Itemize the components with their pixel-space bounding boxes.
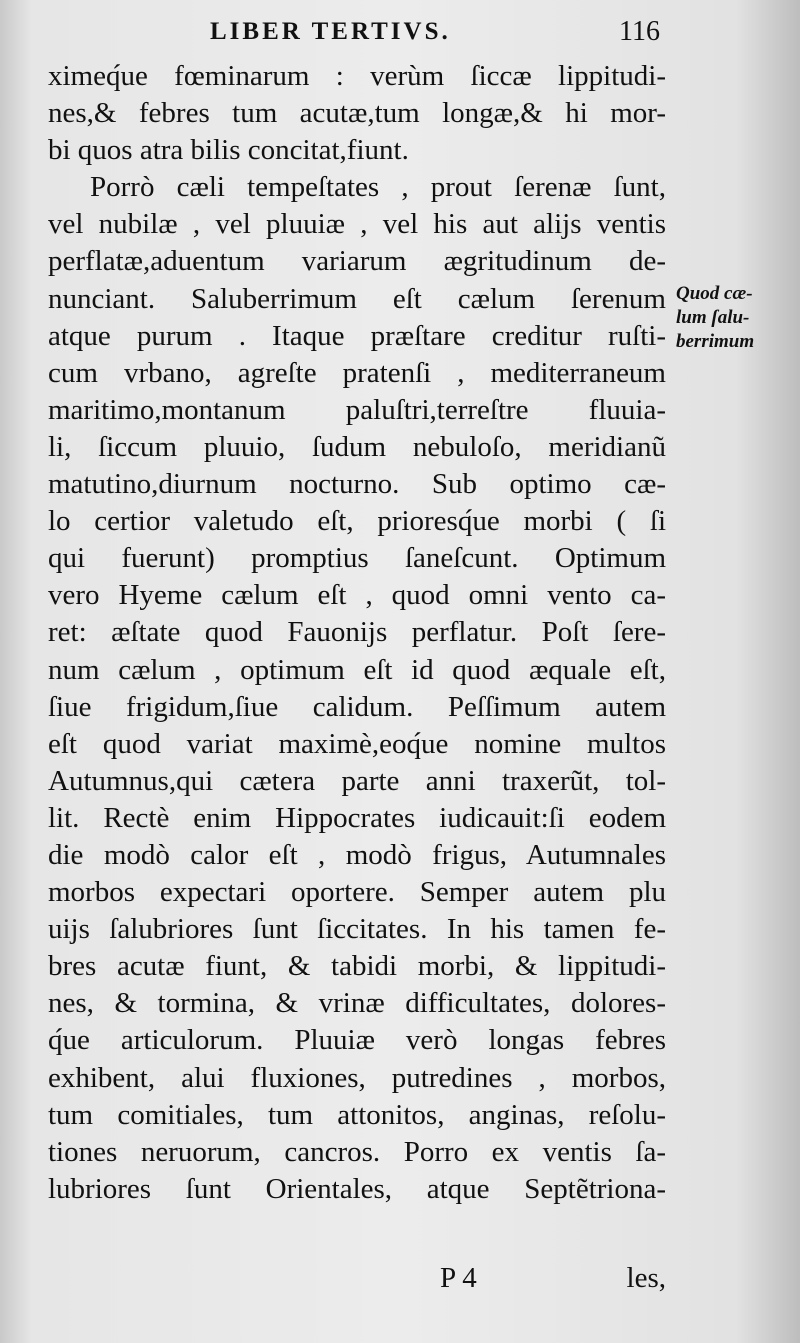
main-text-block [48, 58, 666, 1208]
text-line: lo certior valetudo eſt, prioresq́ue morbi ( ſi [48, 505, 666, 538]
catchword: les, [626, 1262, 666, 1294]
marginal-note-line: berrimum [676, 331, 755, 352]
text-line: cum vrbano, agreſte pratenſi , mediterraneum [48, 356, 666, 389]
text-line: nunciant. Saluberrimum eſt cælum ſerenum [48, 282, 666, 315]
text-line: vero Hyeme cælum eſt , quod omni vento ca- [48, 579, 666, 612]
page-footer [48, 1262, 666, 1302]
text-line: ſiue frigidum,ſiue calidum. Peſſimum autem [48, 690, 666, 723]
text-line: Autumnus,qui cætera parte anni traxerũt, tol- [48, 764, 666, 797]
running-head [210, 14, 660, 50]
text-line: morbos expectari oportere. Semper autem plu [48, 876, 666, 909]
text-line: li, ſiccum pluuio, ſudum nebuloſo, meridianũ [48, 430, 666, 463]
page-number: 116 [619, 16, 660, 47]
text-line: nes, & tormina, & vrinæ difficultates, dolores- [48, 987, 666, 1020]
text-line: lit. Rectè enim Hippocrates iudicauit:ſi eodem [48, 801, 666, 834]
text-line: tiones neruorum, cancros. Porro ex ventis ſa- [48, 1135, 666, 1168]
text-line: lubriores ſunt Orientales, atque Septẽtriona- [48, 1172, 666, 1205]
text-line: bi quos atra bilis concitat,fiunt. [48, 134, 409, 167]
text-line: bres acutæ fiunt, & tabidi morbi, & lippitudi- [48, 950, 666, 983]
text-line: q́ue articulorum. Pluuiæ verò longas febres [48, 1024, 666, 1057]
text-line: die modò calor eſt , modò frigus, Autumnales [48, 838, 666, 871]
text-line: qui fuerunt) promptius ſaneſcunt. Optimum [48, 542, 666, 575]
marginal-note-line: lum ſalu- [676, 307, 750, 328]
text-line: vel nubilæ , vel pluuiæ , vel his aut alijs ventis [48, 208, 666, 241]
text-line: perflatæ,aduentum variarum ægritudinum de- [48, 245, 666, 278]
text-line: ret: æſtate quod Fauonijs perflatur. Poſt ſere- [48, 616, 666, 649]
marginal-note [676, 282, 796, 354]
text-line: nes,& febres tum acutæ,tum longæ,& hi mor- [48, 97, 666, 130]
text-line: matutino,diurnum nocturno. Sub optimo cæ- [48, 468, 666, 501]
text-line: tum comitiales, tum attonitos, anginas, reſolu- [48, 1098, 666, 1131]
text-line: num cælum , optimum eſt id quod æquale eſt, [48, 653, 666, 686]
text-line: Porrò cæli tempeſtates , prout ſerenæ ſunt, [90, 171, 666, 204]
text-line: eſt quod variat maximè,eoq́ue nomine multos [48, 727, 666, 760]
marginal-note-line: Quod cæ- [676, 283, 753, 304]
text-line: ximeq́ue fœminarum : verùm ſiccæ lippitudi- [48, 60, 666, 92]
text-line: exhibent, alui fluxiones, putredines , morbos, [48, 1061, 666, 1094]
signature-mark: P 4 [440, 1262, 477, 1294]
text-line: uijs ſalubriores ſunt ſiccitates. In his tamen fe- [48, 913, 666, 946]
text-line: maritimo,montanum paluſtri,terreſtre fluuia- [48, 393, 666, 426]
running-title: LIBER TERTIVS. [210, 18, 451, 45]
text-line: atque purum . Itaque præſtare creditur ruſti- [48, 319, 666, 352]
